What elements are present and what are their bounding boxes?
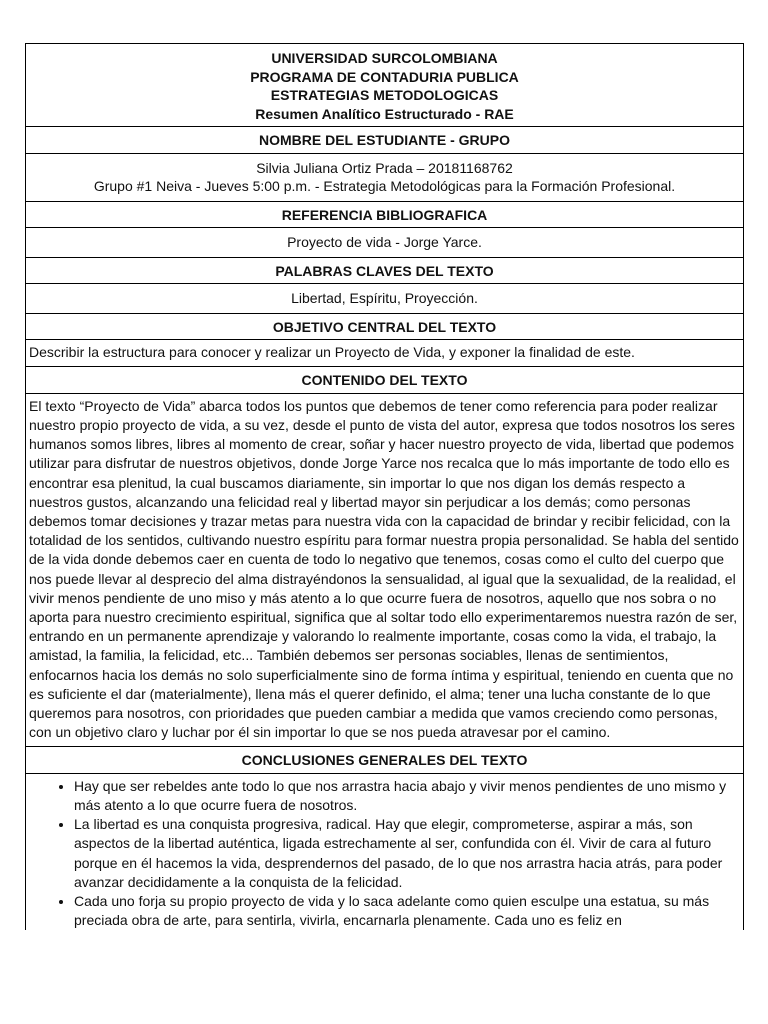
keywords-heading: PALABRAS CLAVES DEL TEXTO (26, 258, 743, 285)
student-group: Grupo #1 Neiva - Jueves 5:00 p.m. - Estrategia Metodológicas para la Formación Profesional. (93, 178, 676, 194)
course-name: ESTRATEGIAS METODOLOGICAS (270, 87, 499, 103)
list-item: • La libertad es una conquista progresiva, radical. Hay que elegir, comprometerse, aspirar a más, son aspectos de la libertad auténtica, ligada estrechamente al ser, confundida con él. Vivir de cara al futuro porque en él hacemos la vida, desprendernos del pasado, de lo que nos arrastra hacia atrás, para poder avanzar decididamente a la conquista de la felicidad. (74, 815, 740, 892)
student-heading: NOMBRE DEL ESTUDIANTE - GRUPO (26, 127, 743, 154)
objective-value: Describir la estructura para conocer y realizar un Proyecto de Vida, y exponer la finalidad de este. (26, 340, 743, 367)
document-type: Resumen Analítico Estructurado - RAE (255, 105, 514, 122)
student-name: Silvia Juliana Ortiz Prada – 20181168762 (256, 159, 513, 176)
list-item: • Cada uno forja su propio proyecto de vida y lo saca adelante como quien esculpe una estatua, su más preciada obra de arte, para sentirla, vivirla, encarnarla plenamente. Cada uno es feliz en (74, 892, 740, 930)
conclusions-heading: CONCLUSIONES GENERALES DEL TEXTO (26, 747, 743, 774)
reference-value: Proyecto de vida - Jorge Yarce. (26, 228, 743, 258)
student-info (26, 154, 743, 202)
conclusions-list (29, 777, 740, 931)
conclusions-body (26, 774, 743, 931)
content-heading: CONTENIDO DEL TEXTO (26, 367, 743, 394)
keywords-value: Libertad, Espíritu, Proyección. (26, 284, 743, 314)
document-header (26, 44, 743, 127)
list-item: • Hay que ser rebeldes ante todo lo que nos arrastra hacia abajo y vivir menos pendientes de uno mismo y más atento a lo que ocurre fuera de nosotros. (74, 777, 740, 815)
program-name: PROGRAMA DE CONTADURIA PUBLICA (250, 68, 519, 85)
rae-table (25, 43, 744, 930)
objective-heading: OBJETIVO CENTRAL DEL TEXTO (26, 314, 743, 341)
reference-heading: REFERENCIA BIBLIOGRAFICA (26, 202, 743, 229)
university-name: UNIVERSIDAD SURCOLOMBIANA (271, 50, 498, 66)
content-body: El texto “Proyecto de Vida” abarca todos los puntos que debemos de tener como referencia para poder realizar nuestro propio proyecto de vida, a su vez, desde el punto de vista del autor, expresa que todos nosotros los seres humanos somos libres, libres al momento de crear, soñar y hacer nuestro proyecto de vida, libertad que podemos utilizar para disfrutar de nuestros objetivos, donde Jorge Yarce nos recalca que lo más importante de todo ello es encontrar esa plenitud, la cual buscamos diariamente, sin importar lo que nos digan los demás respecto a nuestros gustos, alcanzando una felicidad real y libertad mayor sin perjudicar a los demás; como personas debemos tomar decisiones y trazar metas para nuestra vida con la capacidad de brindar y recibir felicidad, con la totalidad de los sentidos, cultivando nuestro espíritu para formar nuestra propia personalidad. Se habla del sentido de la vida donde debemos caer en cuenta de todo lo negativo que tenemos, cosas como el culto del cuerpo que nos puede llevar al desprecio del alma distrayéndonos la sensualidad, al igual que la sexualidad, de la realidad, el vivir menos pendiente de uno miso y más atento a lo que ocurre fuera de nosotros, aquello que nos sobra o no aporta para nuestro crecimiento espiritual, significa que al soltar todo ello experimentaremos nuestra razón de ser, entrando en un permanente aprendizaje y valorando lo realmente importante, cosas como la vida, el trabajo, la amistad, la familia, la felicidad, etc... También debemos ser personas sociables, llenas de sentimientos, enfocarnos hacia los demás no solo superficialmente sino de forma íntima y espiritual, teniendo en cuenta que no es suficiente el dar (materialmente), llena más el querer definido, el alma; tener una lucha constante de lo que queremos para nosotros, con prioridades que pueden cambiar a medida que vamos creciendo como personas, con un objetivo claro y luchar por él sin importar lo que se nos pueda atravesar por el camino. (26, 394, 743, 748)
